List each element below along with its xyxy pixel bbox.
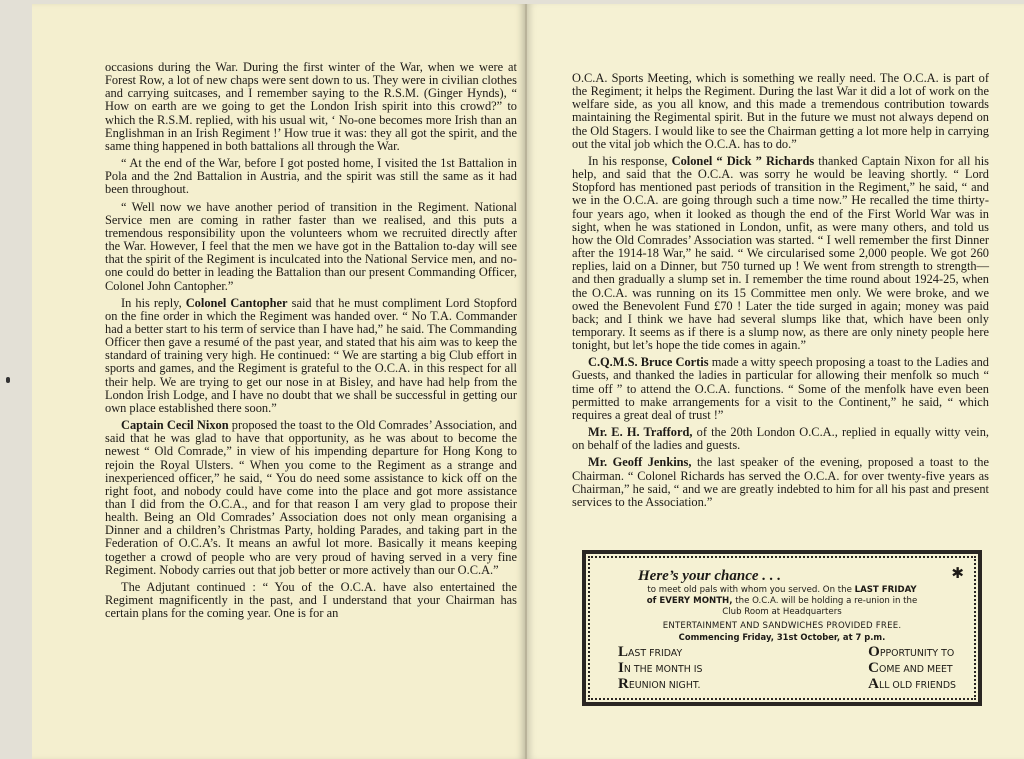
acrostic-text: LL OLD FRIENDS [878,680,956,691]
reunion-advert [582,550,982,706]
acrostic-right [868,645,956,693]
acrostic-line [618,645,702,661]
paragraph [572,72,989,151]
speaker-name: Captain Cecil Nixon [121,418,229,433]
acrostic-text: AST FRIDAY [628,648,683,659]
advert-entertainment: ENTERTAINMENT AND SANDWICHES PROVIDED FREE. [662,621,902,631]
right-page [527,4,1024,759]
paragraph [105,581,517,620]
paragraph-text: “ At the end of the War, before I got posted home, I visited the 1st Battalion in Pola and the 2nd Battalion in Austria, and the spirit was still the same as it had been throughout. [105,156,517,197]
acrostic-initial: R [618,676,629,692]
star-icon: ✱ [951,564,964,582]
acrostic-line [868,661,956,677]
paragraph-text: The Adjutant continued : “ You of the O.C.A. have also entertained the Regiment magnificently in the past, and I understand that your Chairman has certain plans for the coming year. One is for an [105,579,517,621]
acrostic-left [618,645,702,693]
advert-commencing: Commencing Friday, 31st October, at 7 p.m. [678,632,886,642]
paragraph-text: of the 20th London O.C.A., replied in equally witty vein, on behalf of the ladies and guests. [572,425,989,453]
paragraph-text: “ Well now we have another period of transition in the Regiment. National Service men are coming in rather faster than we realised, and this puts a tremendous responsibility upon the volunteers whom we recruited directly after the War. However, I feel that the men we have got in the Battalion to-day will see that the spirit of the Regiment is inculcated into the National Service men, and no-one could do better in leading the Battalion than our present Commanding Officer, Colonel John Cantopher.” [105,199,517,293]
acrostic-text: N THE MONTH IS [623,664,703,675]
paragraph [105,157,517,196]
acrostic-initial: I [618,660,624,676]
paragraph-text: O.C.A. Sports Meeting, which is something we really need. The O.C.A. is part of the Regiment; it helps the Regiment. During the last War it did a lot of work on the welfare side, as you all know, and this made a tremendous contribution towards maintaining the Regimental spirit. But in the future we must not always depend on the Old Stagers. I would like to see the Chairman getting a lot more help in carrying out the vital job which the O.C.A. has to do.” [572,71,989,151]
paragraph [572,155,989,352]
advert-title: Here’s your chance . . . [638,568,782,584]
binding-mark [6,377,10,383]
acrostic-line [618,661,702,677]
speaker-name: C.Q.M.S. Bruce Cortis [588,355,709,370]
speaker-name: Colonel Cantopher [185,295,288,310]
acrostic-text: OME AND MEET [878,664,953,675]
paragraph [572,456,989,509]
left-text-column [105,61,517,624]
acrostic-text: EUNION NIGHT. [628,680,701,691]
speaker-name: Mr. Geoff Jenkins, [588,455,692,470]
acrostic-initial: C [868,660,879,676]
speaker-name: Colonel “ Dick ” Richards [671,153,815,168]
acrostic-initial: O [868,644,880,660]
paragraph-text: thanked Captain Nixon for all his help, and said that the O.C.A. was sorry he would be leaving shortly. “ Lord Stopford has mentioned past periods of transition in the Regiment,” he said, “ and we in the O.C.A. are going through such a time now.” He recalled the time thirty-four years ago, when it looked as though the end of the First World War was in sight, when he was stationed in London, unfit, as were many others, and told us how the Old Comrades’ Association was started. “ I well remember the first Dinner after the 1914-18 War,” he said. “ We circularised some 2,000 people. We got 260 replies, laid on a Dinner, but 750 turned up ! We went from strength to strength—and then gradually a slump set in. I remember the time round about 1924-25, when the O.C.A. was running on its 15 Committee men only. We were broke, and we owed the Benevolent Fund £70 ! Later the tide surged in again; money was paid back; and I think we have had several slumps like that, which have been only temporary. It seems as if there is a slump now, as there are only ninety people here tonight, but let’s hope the tide comes in again.” [572,153,989,353]
acrostic-line [868,645,956,661]
acrostic-text: PPORTUNITY TO [879,648,955,659]
paragraph-text: occasions during the War. During the first winter of the War, when we were at Forest Row, a lot of new chaps were sent down to us. They were in civilian clothes and carrying suitcases, and I remember saying to the R.S.M. (Ginger Hynds), “ How on earth are we going to get the London Irish spirit into this crowd?” to which the R.S.M. replied, with his usual wit, ‘ No-one becomes more Irish than an Englishman in an Irish Regiment !’ How true it was: they all got the spirit, and the same thing happened in both battalions all through the War. [105,60,517,153]
paragraph [105,297,517,415]
paragraph-text: the last speaker of the evening, proposed a toast to the Chairman. “ Colonel Richards has served the O.C.A. for over twenty-five years as Chairman,” he said, “ and we are greatly indebted to him for all his past and present services to the Association.” [572,455,989,509]
acrostic-line [868,677,956,693]
paragraph-text: In his reply, [121,295,186,310]
paragraph-text: proposed the toast to the Old Comrades’ Association, and said that he was glad to have that opportunity, as he was about to become the newest “ Old Comrade,” in view of his impending departure for Hong Kong to rejoin the Royal Ulsters. “ When you come to the Regiment as a strange and inexperienced officer,” he said, “ You do need some assistance to kick off on the right foot, and nobody could have come into the place and got more assistance than I did from the O.C.A., and for that reason I am very glad to propose their health. Being an Old Comrades’ Association does not only mean organising a Dinner and a children’s Christmas Party, holding Parades, and taking part in the Federation of O.C.A’s. It means an awful lot more. Basically it means keeping together a crowd of people who are very proud of having served in a very fine Regiment. Nobody carries out that job better or more actively than our O.C.A.” [105,418,518,577]
acrostic-line [618,677,702,693]
left-page [32,4,525,759]
paragraph [105,61,517,153]
advert-acrostic [600,645,964,693]
advert-line-3: Club Room at Headquarters [722,607,842,617]
paragraph-text: made a witty speech proposing a toast to the Ladies and Guests, and thanked the ladies in particular for allowing their menfolk so much “ time off ” to attend the O.C.A. functions. “ Some of the menfolk have even been permitted to make arrangements for a visit to the Continent,” he said, “ which requires a great deal of trust !” [572,355,989,422]
paragraph [572,426,989,452]
paragraph [572,356,989,422]
paragraph [105,201,517,293]
paragraph [105,419,517,577]
acrostic-initial: L [618,644,629,660]
acrostic-initial: A [868,676,879,692]
speaker-name: Mr. E. H. Trafford, [588,425,693,440]
advert-line-2: of EVERY MONTH, the O.C.A. will be holding a re-union in the [646,596,918,606]
paragraph-text: In his response, [588,153,672,168]
advert-line-1: to meet old pals with whom you served. On the LAST FRIDAY [647,585,917,595]
paragraph-text: said that he must compliment Lord Stopford on the fine order in which the Regiment was handed over. “ No T.A. Commander had a better start to his term of service than I have had,” he said. The Commanding Officer then gave a resumé of the past year, and stated that his aim was to keep the standard of training very high. He continued: “ We are starting a big Club effort in sports and games, and the Regiment is grateful to the O.C.A. in this respect for all their help. We are trying to get our nose in at Bisley, and have had help from the London Irish Lodge, and I have no doubt that we shall be successful in getting our own place established there soon.” [105,295,517,415]
right-text-column [572,72,989,513]
